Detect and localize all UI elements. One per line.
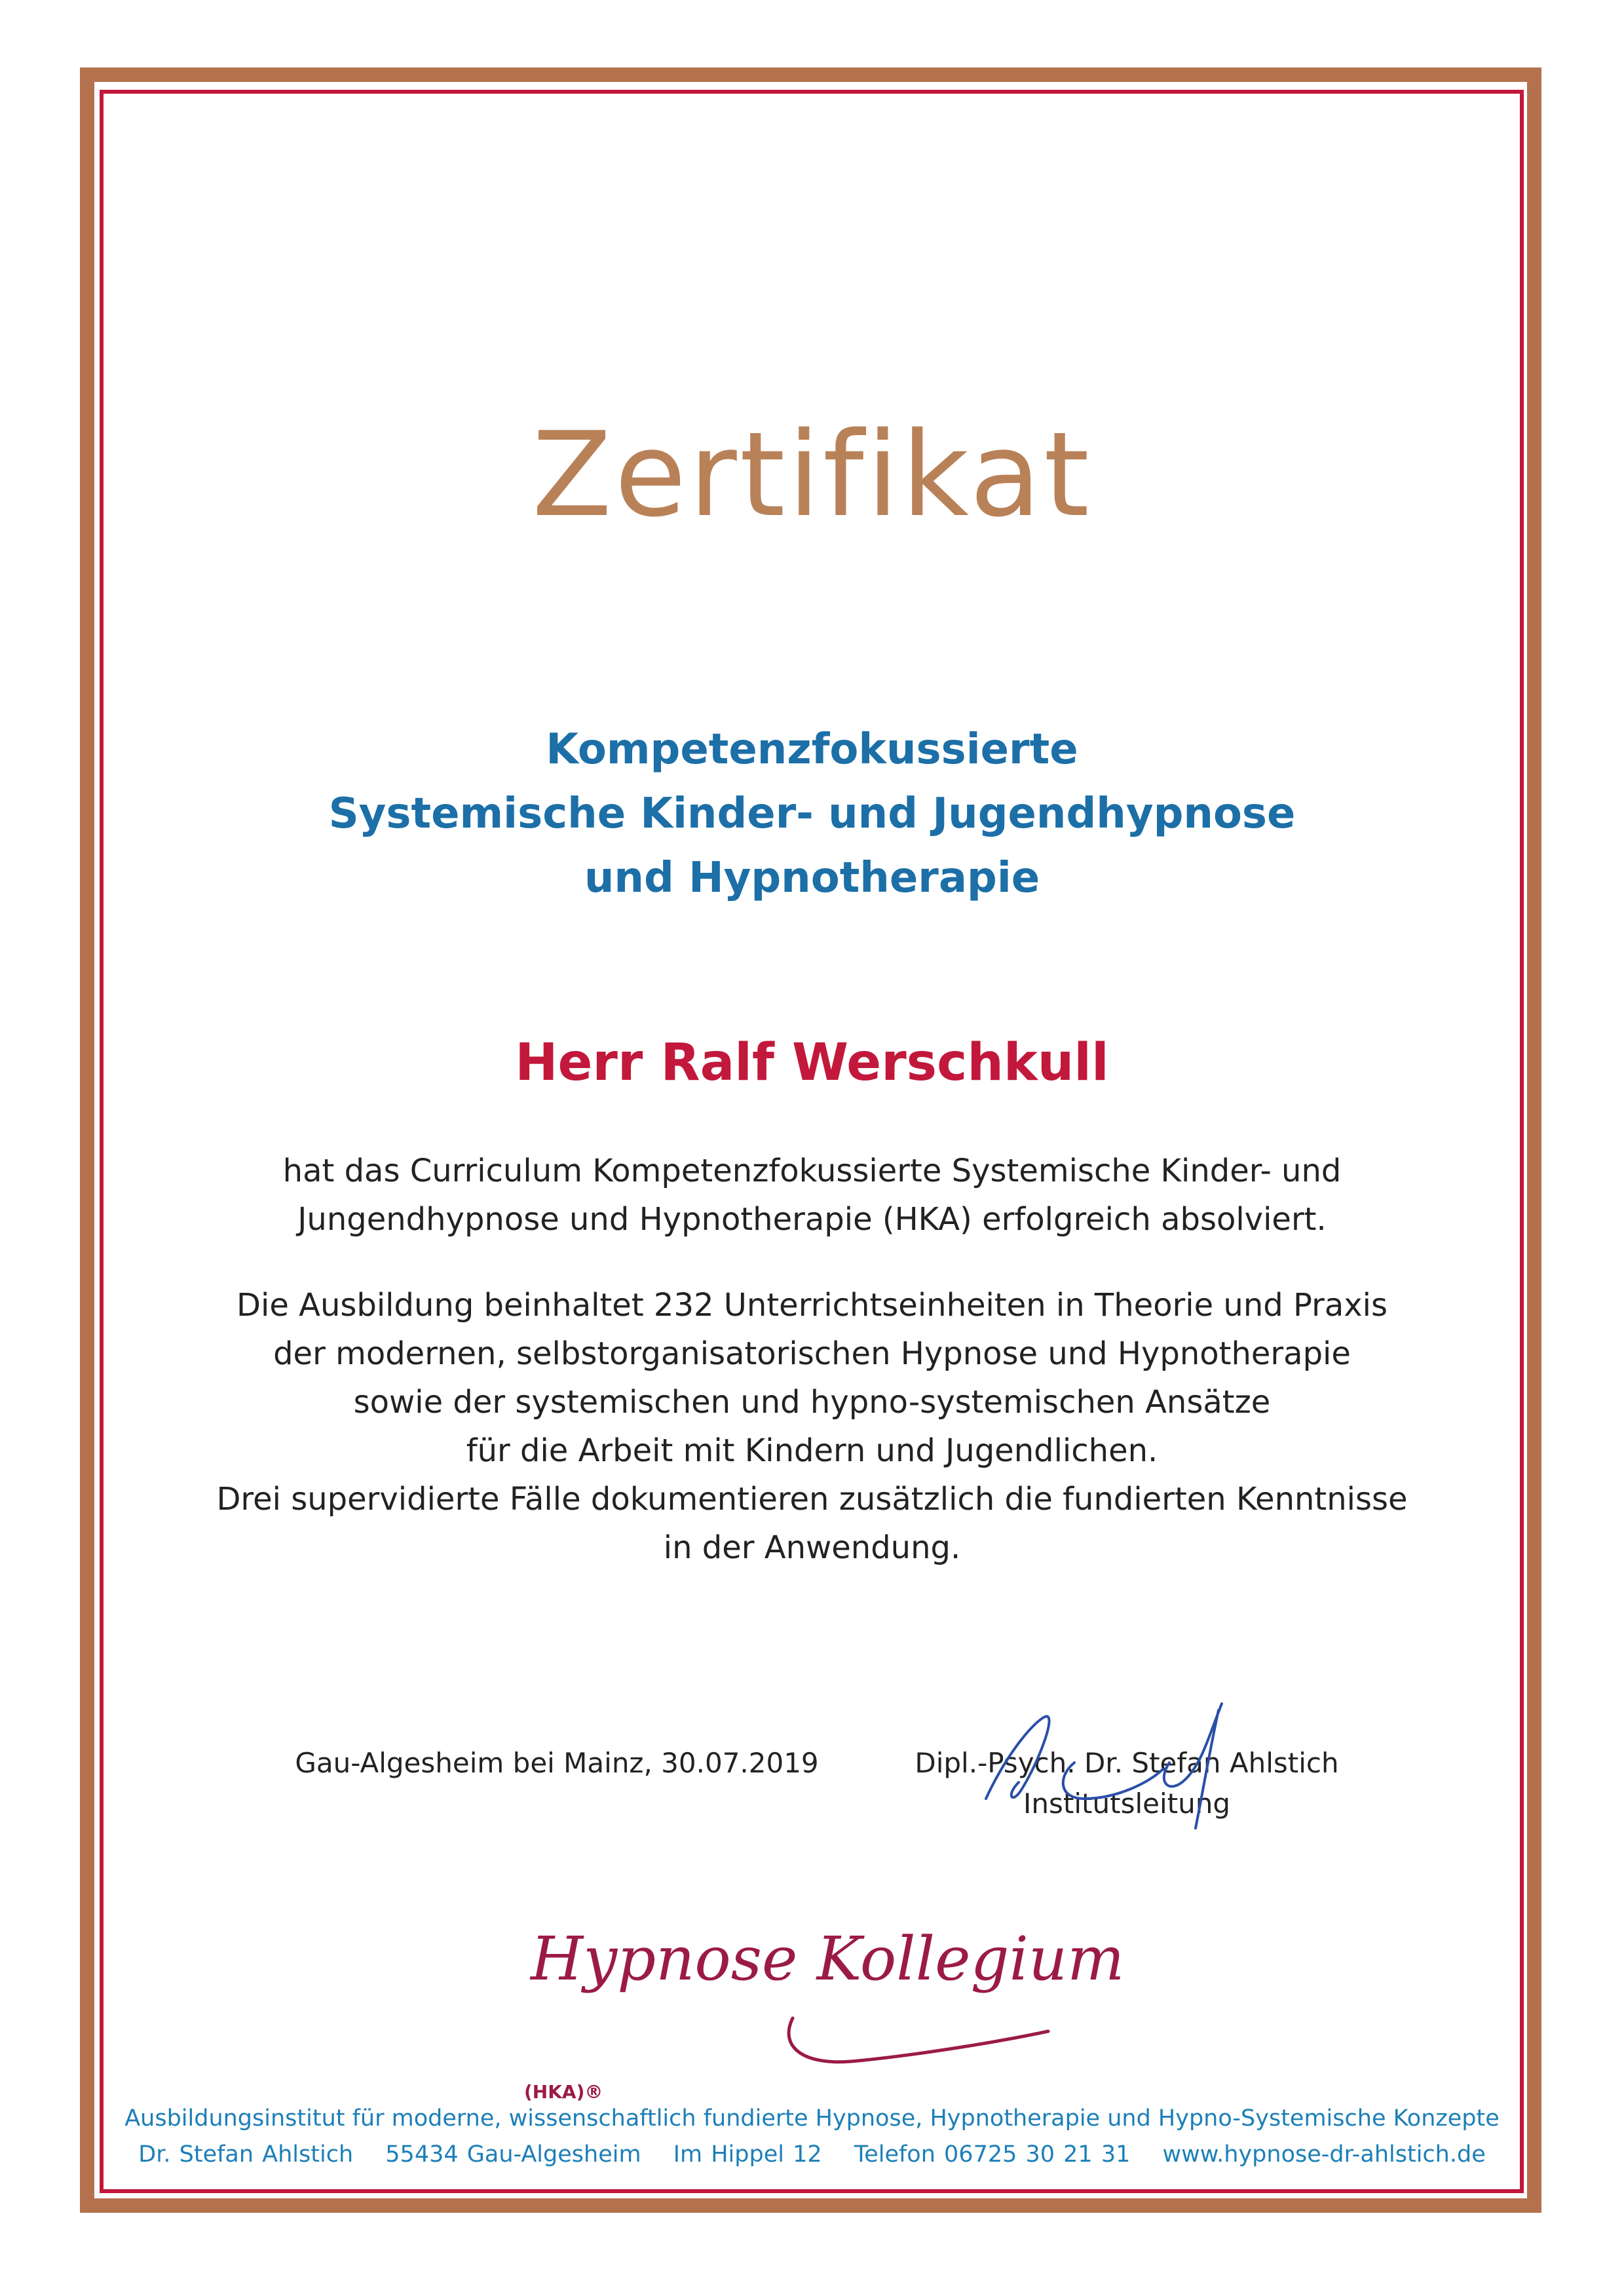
paragraph-line: Drei supervidierte Fälle dokumentieren zusätzlich die fundierten Kenntnisse <box>216 1481 1408 1518</box>
course-title-line: Systemische Kinder- und Jugendhypnose <box>328 790 1296 838</box>
logo-wordmark: Hypnose Kollegium <box>531 1924 1125 1994</box>
contact-postal: 55434 Gau-Algesheim <box>385 2141 641 2168</box>
paragraph-line: für die Arbeit mit Kindern und Jugendlichen. <box>466 1432 1158 1469</box>
institute-logo <box>518 1920 1140 2084</box>
course-title <box>0 718 1624 910</box>
paragraph-line: der modernen, selbstorganisatorischen Hypnose und Hypnotherapie <box>273 1335 1351 1372</box>
logo-suffix: (HKA)® <box>524 2081 603 2103</box>
handwritten-signature <box>960 1664 1274 1835</box>
paragraph-line: hat das Curriculum Kompetenzfokussierte Systemische Kinder- und <box>282 1153 1342 1189</box>
recipient-name: Herr Ralf Werschkull <box>515 1033 1109 1092</box>
course-title-line: und Hypnotherapie <box>584 854 1040 902</box>
contact-name: Dr. Stefan Ahlstich <box>138 2141 354 2168</box>
paragraph-line: Jungendhypnose und Hypnotherapie (HKA) erfolgreich absolviert. <box>297 1201 1327 1238</box>
certificate-inner-border <box>100 90 1524 2193</box>
place-and-date: Gau-Algesheim bei Mainz, 30.07.2019 <box>295 1747 819 1779</box>
paragraph-line: in der Anwendung. <box>663 1529 961 1566</box>
paragraph-line: Die Ausbildung beinhaltet 232 Unterrichtseinheiten in Theorie und Praxis <box>236 1287 1388 1324</box>
certificate-title: Zertifikat <box>532 407 1092 543</box>
completion-paragraph <box>0 1147 1624 1244</box>
contact-website: www.hypnose-dr-ahlstich.de <box>1162 2141 1486 2168</box>
institute-description: Ausbildungsinstitut für moderne, wissenschaftlich fundierte Hypnose, Hypnotherapie und Hypno-Systemische Konzepte <box>124 2105 1500 2132</box>
contact-street: Im Hippel 12 <box>673 2141 822 2168</box>
signatory-name: Dipl.-Psych. Dr. Stefan Ahlstich <box>915 1747 1339 1779</box>
course-title-line: Kompetenzfokussierte <box>546 725 1078 774</box>
institute-contact <box>0 2136 1624 2173</box>
paragraph-line: sowie der systemischen und hypno-systemischen Ansätze <box>353 1384 1271 1421</box>
training-description-paragraph <box>0 1281 1624 1572</box>
signatory-role: Institutsleitung <box>1023 1788 1230 1820</box>
contact-phone: Telefon 06725 30 21 31 <box>854 2141 1131 2168</box>
